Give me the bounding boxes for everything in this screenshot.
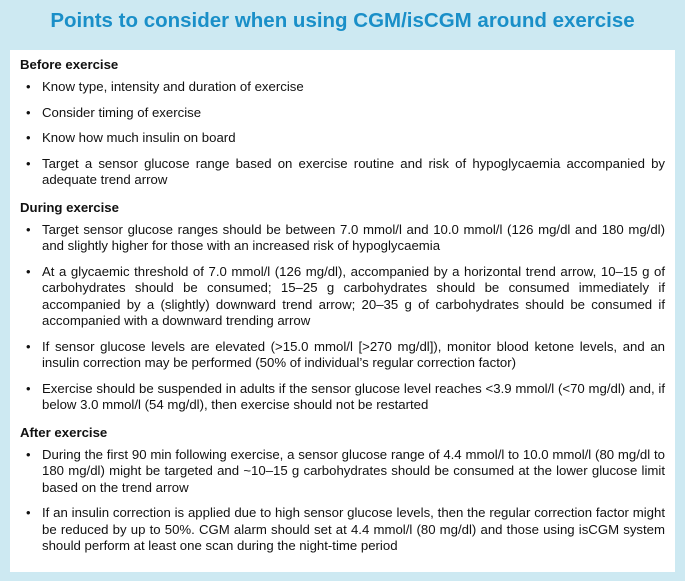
list-item [20, 264, 665, 330]
list-item [20, 105, 665, 122]
list-item-text: If sensor glucose levels are elevated (>15.0 mmol/l [>270 mg/dl]), monitor blood ketone levels, and an insulin correction may be performed (50% of individual’s regular correction factor) [42, 338, 665, 370]
section-heading: During exercise [20, 199, 119, 215]
list-item [20, 130, 665, 147]
bullet-icon: • [26, 446, 31, 462]
bullet-list [20, 222, 665, 414]
list-item [20, 447, 665, 497]
bullet-icon: • [26, 221, 31, 237]
list-item [20, 222, 665, 255]
bullet-list [20, 447, 665, 555]
list-item-text: During the first 90 min following exercise, a sensor glucose range of 4.4 mmol/l to 10.0 mmol/l (80 mg/dl to 180 mg/dl) might be targeted and ~10–15 g carbohydrates should be consumed at the lower glucose limit based on the trend arrow [42, 446, 665, 495]
list-item [20, 381, 665, 414]
list-item-text: Target sensor glucose ranges should be between 7.0 mmol/l and 10.0 mmol/l (126 mg/dl and 180 mg/dl) and slightly higher for those with an increased risk of hypoglycaemia [42, 221, 665, 253]
bullet-icon: • [26, 155, 31, 171]
bullet-list [20, 79, 665, 189]
content-panel [10, 50, 675, 572]
list-item-text: If an insulin correction is applied due to high sensor glucose levels, then the regular correction factor might be reduced by up to 50%. CGM alarm should set at 4.4 mmol/l (80 mg/dl) and those using isCGM system should perform at least one scan during the night-time period [42, 505, 665, 553]
section-during-exercise [20, 199, 665, 414]
list-item-text: Target a sensor glucose range based on exercise routine and risk of hypoglycaemia accompanied by adequate trend arrow [42, 155, 665, 187]
bullet-icon: • [26, 130, 31, 145]
list-item-text: Consider timing of exercise [42, 104, 202, 120]
bullet-icon: • [26, 79, 31, 94]
section-after-exercise [20, 424, 665, 555]
bullet-icon: • [26, 263, 31, 279]
list-item-text: Know how much insulin on board [42, 130, 236, 145]
page-title: Points to consider when using CGM/isCGM around exercise [50, 9, 635, 32]
list-item [20, 156, 665, 189]
list-item [20, 505, 665, 555]
section-heading: Before exercise [20, 57, 119, 72]
list-item-text: Exercise should be suspended in adults if the sensor glucose level reaches <3.9 mmol/l (<70 mg/dl) and, if below 3.0 mmol/l (54 mg/dl), then exercise should not be restarted [42, 380, 665, 412]
bullet-icon: • [26, 505, 31, 520]
bullet-icon: • [26, 380, 31, 396]
bullet-icon: • [26, 104, 31, 120]
list-item-text: Know type, intensity and duration of exercise [42, 79, 304, 94]
bullet-icon: • [26, 338, 31, 354]
list-item-text: At a glycaemic threshold of 7.0 mmol/l (126 mg/dl), accompanied by a horizontal trend arrow, 10–15 g of carbohydrates should be consumed; 15–25 g carbohydrates should be consumed immediately if accompanied by a (slightly) downward trend arrow; 20–35 g of carbohydrates should be consumed if accompanied with a downward trending arrow [42, 263, 665, 328]
list-item [20, 339, 665, 372]
section-before-exercise [20, 56, 665, 189]
section-heading: After exercise [20, 424, 108, 440]
list-item [20, 79, 665, 96]
